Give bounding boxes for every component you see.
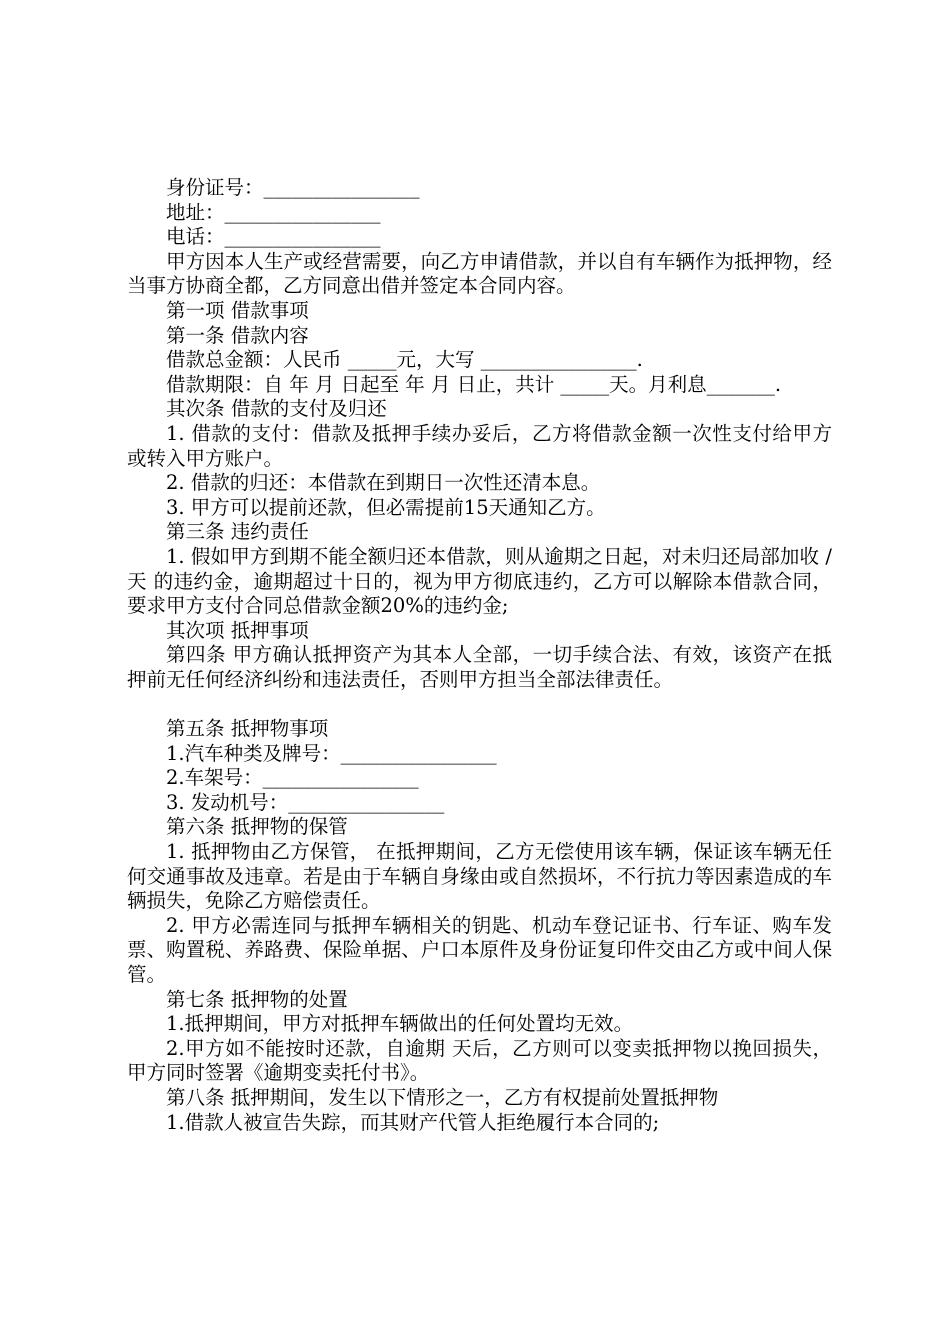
phone-line: 电话：________________ — [166, 225, 381, 249]
article-heading: 第八条 抵押期间，发生以下情形之一，乙方有权提前处置抵押物 — [166, 1085, 719, 1109]
chassis-number-line: 2.车架号：________________ — [166, 766, 419, 790]
section-heading: 第一项 借款事项 — [166, 298, 309, 322]
section-heading: 其次项 抵押事项 — [166, 618, 309, 642]
clause-paragraph: 2.甲方如不能按时还款，自逾期 天后，乙方则可以变卖抵押物以挽回损失，甲方同时签署《逾期变卖托付书》。 — [127, 1036, 832, 1085]
document-body — [127, 176, 832, 1135]
clause-paragraph: 1.借款人被宣告失踪，而其财产代管人拒绝履行本合同的; — [166, 1110, 660, 1134]
clause-paragraph: 1. 假如甲方到期不能全额归还本借款，则从逾期之日起，对未归还局部加收 /天 的违约金，逾期超过十日的，视为甲方彻底违约，乙方可以解除本借款合同，要求甲方支付合同总借款金额20%的违约金; — [127, 544, 832, 618]
loan-term-line: 借款期限：自 年 月 日起至 年 月 日止，共计 _____天。月利息_______. — [166, 372, 782, 396]
loan-amount-line: 借款总金额：人民币 _____元，大写 ________________. — [166, 348, 643, 372]
clause-paragraph: 2. 甲方必需连同与抵押车辆相关的钥匙、机动车登记证书、行车证、购车发票、购置税、养路费、保险单据、户口本原件及身份证复印件交由乙方或中间人保管。 — [127, 913, 832, 986]
clause-paragraph: 1.抵押期间，甲方对抵押车辆做出的任何处置均无效。 — [166, 1012, 634, 1036]
article-heading: 第三条 违约责任 — [166, 520, 309, 544]
article-heading: 第七条 抵押物的处置 — [166, 987, 348, 1011]
id-number-line: 身份证号：________________ — [166, 176, 420, 199]
article-heading: 第一条 借款内容 — [166, 323, 309, 347]
address-line: 地址：________________ — [166, 200, 381, 224]
article-heading: 其次条 借款的支付及归还 — [166, 397, 387, 421]
blank-line — [127, 692, 832, 717]
article-heading: 第六条 抵押物的保管 — [166, 815, 348, 839]
clause-paragraph: 1. 抵押物由乙方保管， 在抵押期间，乙方无偿使用该车辆，保证该车辆无任何交通事故及违章。若是由于车辆自身缘由或自然损坏，不行抗力等因素造成的车辆损失，免除乙方赔偿责任。 — [127, 840, 832, 913]
clause-paragraph: 3. 甲方可以提前还款，但必需提前15天通知乙方。 — [166, 495, 606, 519]
vehicle-type-line: 1.汽车种类及牌号：________________ — [166, 741, 497, 765]
clause-paragraph: 1. 借款的支付：借款及抵押手续办妥后，乙方将借款金额一次性支付给甲方或转入甲方账户。 — [127, 421, 832, 470]
clause-paragraph: 2. 借款的归还：本借款在到期日一次性还清本息。 — [166, 471, 601, 495]
article-heading: 第五条 抵押物事项 — [166, 717, 329, 741]
engine-number-line: 3. 发动机号：________________ — [166, 790, 445, 814]
intro-paragraph: 甲方因本人生产或经营需要，向乙方申请借款，并以自有车辆作为抵押物，经当事方协商全都，乙方同意出借并签定本合同内容。 — [127, 249, 832, 298]
clause-paragraph: 第四条 甲方确认抵押资产为其本人全部，一切手续合法、有效，该资产在抵押前无任何经济纠纷和违法责任，否则甲方担当全部法律责任。 — [127, 643, 832, 691]
